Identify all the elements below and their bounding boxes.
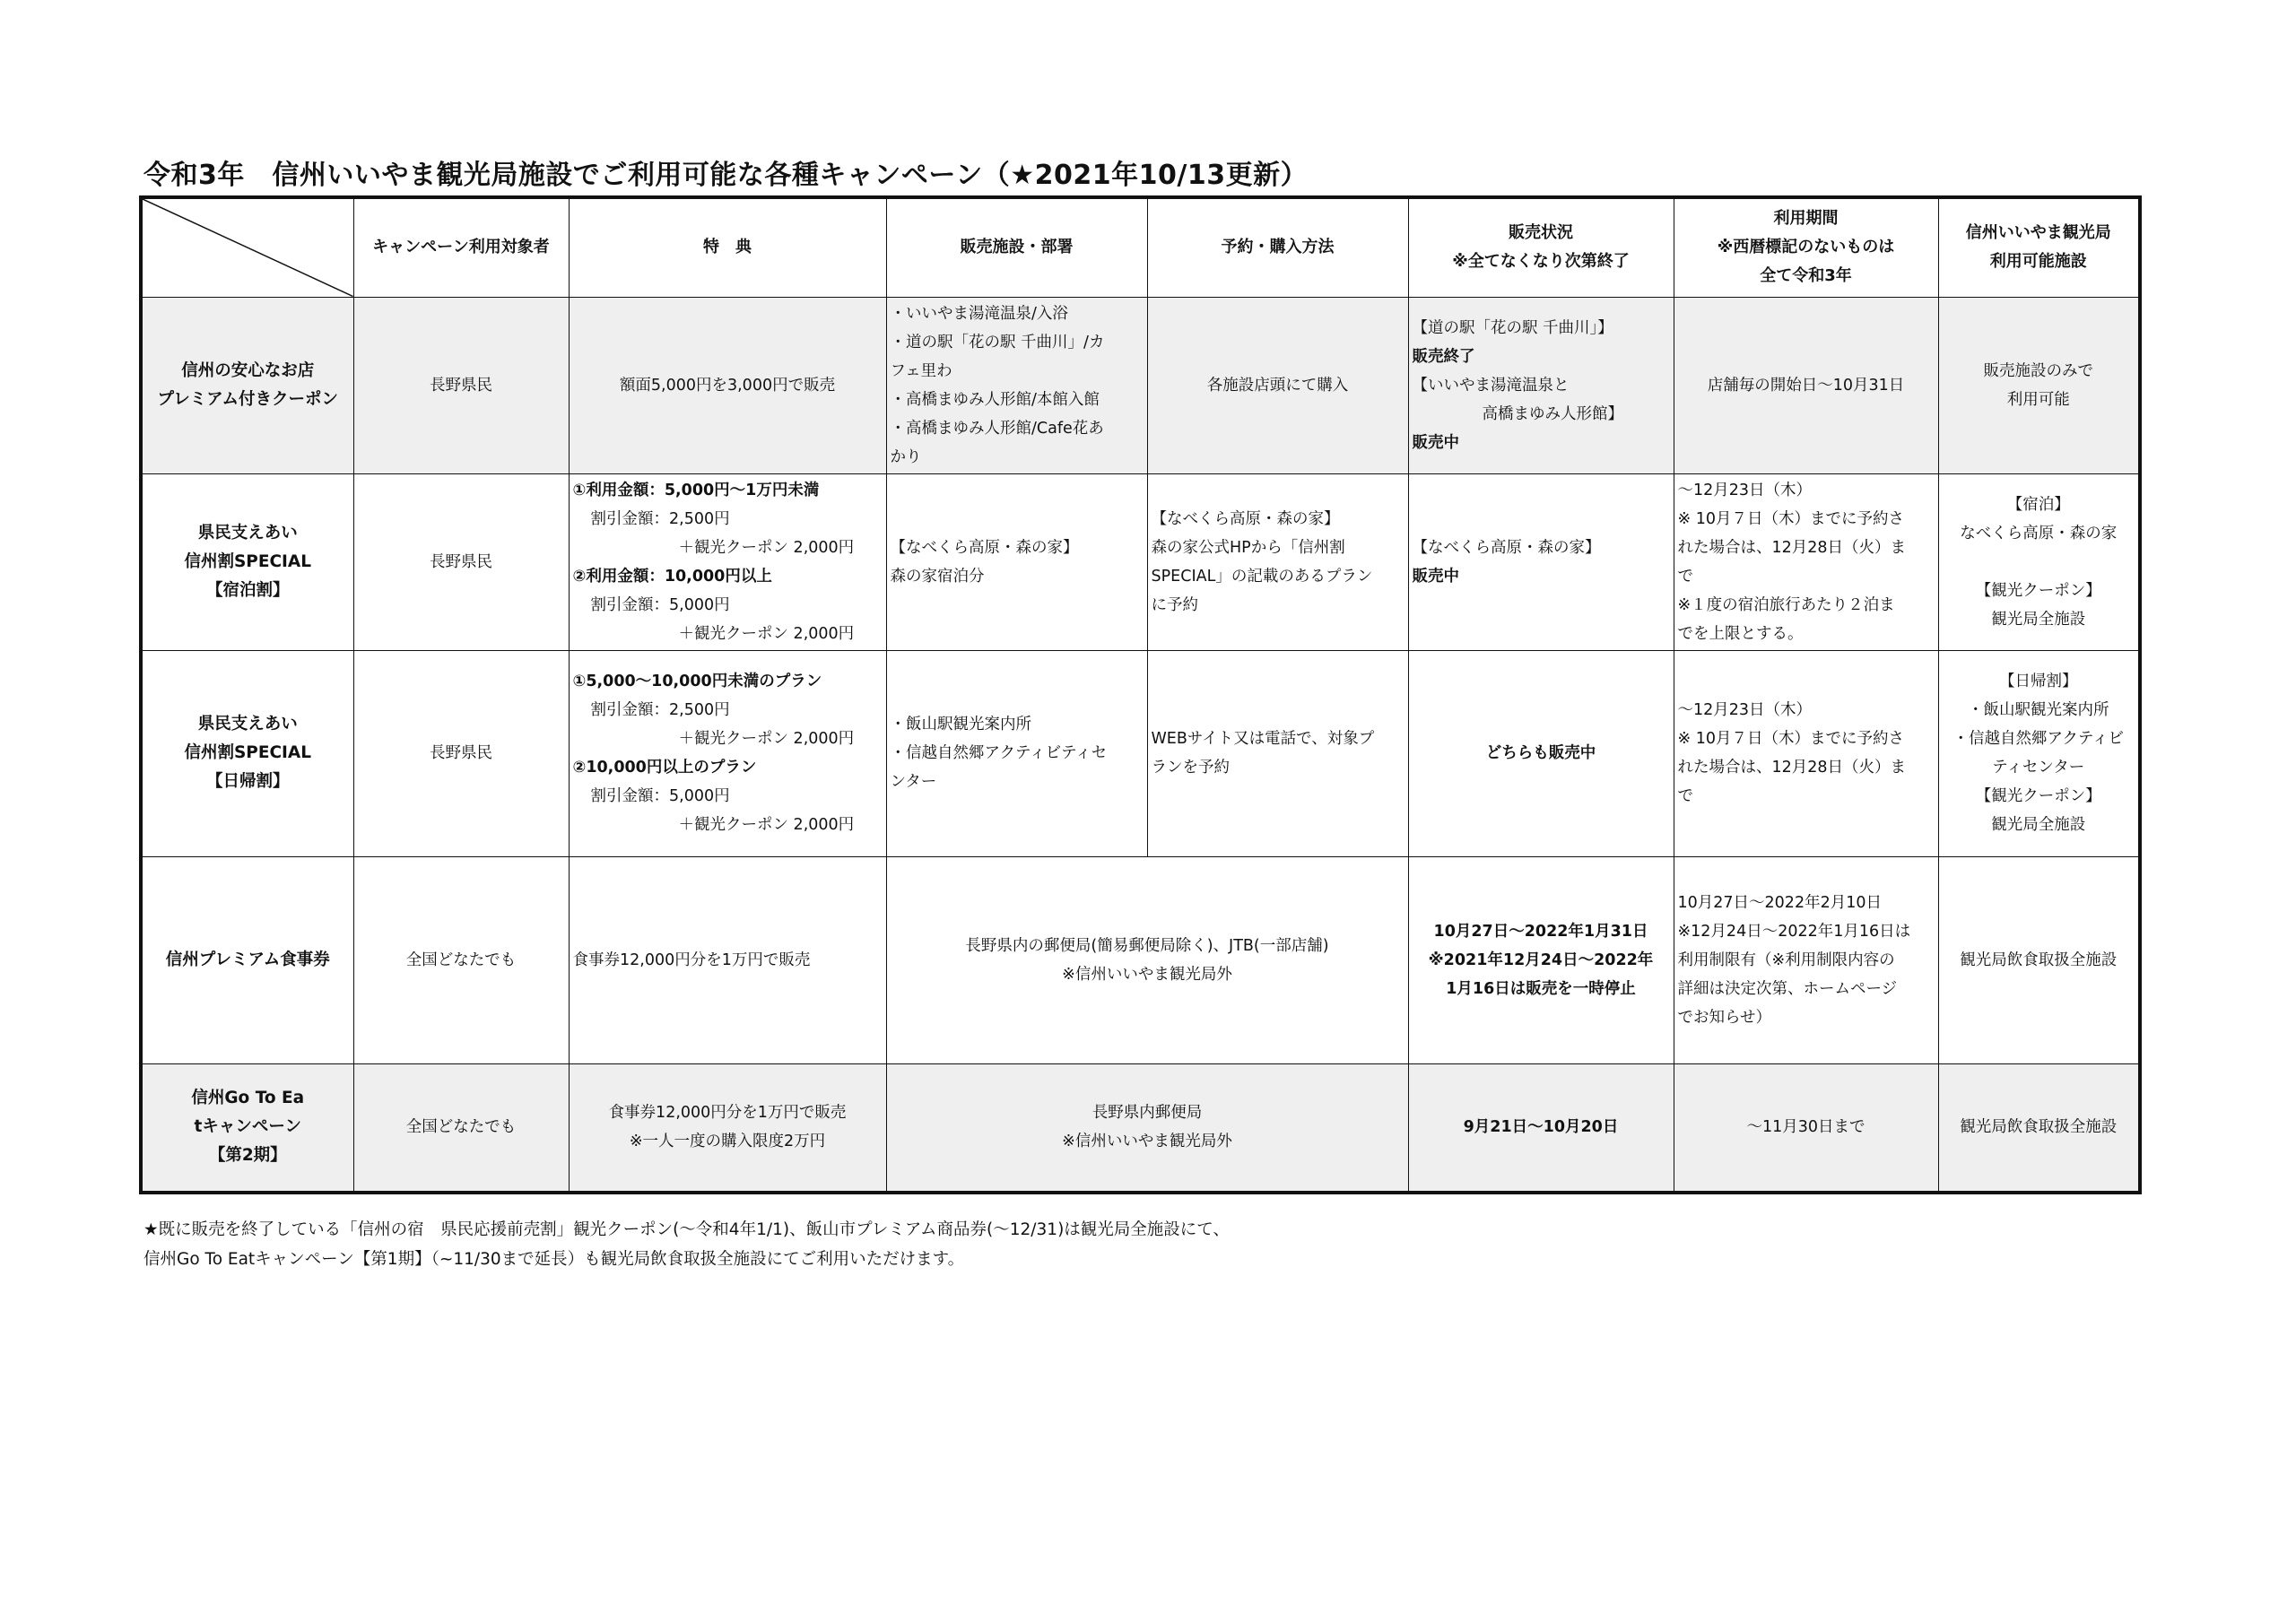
period-cell: ～11月30日まで	[1674, 1063, 1938, 1193]
campaign-name-cell: 信州プレミアム食事券	[141, 856, 353, 1063]
header-sales-status: 販売状況 ※全てなくなり次第終了	[1408, 197, 1674, 297]
campaign-table	[139, 195, 2142, 1194]
header-benefit: 特 典	[569, 197, 886, 297]
sales-facility-merged-cell: 長野県内郵便局 ※信州いいやま観光局外	[886, 1063, 1408, 1193]
header-row	[141, 197, 2140, 297]
reservation-cell: 各施設店頭にて購入	[1147, 297, 1408, 473]
header-reservation: 予約・購入方法	[1147, 197, 1408, 297]
sales-status-cell: 10月27日～2022年1月31日 ※2021年12月24日～2022年 1月16日は販売を一時停止	[1408, 856, 1674, 1063]
benefit-cell: 食事券12,000円分を1万円で販売	[569, 856, 886, 1063]
sales-status-cell: 【なべくら高原・森の家】 販売中	[1408, 473, 1674, 650]
usable-facility-cell: 【日帰割】 ・飯山駅観光案内所 ・信越自然郷アクティビ ティセンター 【観光クーポン】 観光局全施設	[1938, 650, 2140, 856]
usable-facility-cell: 販売施設のみで 利用可能	[1938, 297, 2140, 473]
footnote-line: 信州Go To Eatキャンペーン【第1期】（~11/30まで延長）も観光局飲食取扱全施設にてご利用いただけます。	[144, 1250, 965, 1269]
target-cell: 全国どなたでも	[353, 1063, 569, 1193]
table-row	[141, 856, 2140, 1063]
campaign-name-cell: 信州Go To Ea tキャンペーン 【第2期】	[141, 1063, 353, 1193]
period-cell: ～12月23日（木） ※ 10月７日（木）までに予約さ れた場合は、12月28日（火）ま で ※１度の宿泊旅行あたり２泊ま でを上限とする。	[1674, 473, 1938, 650]
corner-diagonal-cell	[141, 197, 353, 297]
header-period: 利用期間 ※西暦標記のないものは 全て令和3年	[1674, 197, 1938, 297]
sales-status-cell: どちらも販売中	[1408, 650, 1674, 856]
header-target: キャンペーン利用対象者	[353, 197, 569, 297]
header-sales-facility: 販売施設・部署	[886, 197, 1147, 297]
target-cell: 長野県民	[353, 473, 569, 650]
header-usable-facility: 信州いいやま観光局 利用可能施設	[1938, 197, 2140, 297]
reservation-cell: 【なべくら高原・森の家】 森の家公式HPから「信州割 SPECIAL」の記載のあるプラン に予約	[1147, 473, 1408, 650]
footnotes	[144, 1215, 1230, 1274]
period-cell: ～12月23日（木） ※ 10月７日（木）までに予約さ れた場合は、12月28日（火）ま で	[1674, 650, 1938, 856]
sales-facility-cell: 【なべくら高原・森の家】 森の家宿泊分	[886, 473, 1147, 650]
target-cell: 長野県民	[353, 650, 569, 856]
table-row	[141, 1063, 2140, 1193]
benefit-cell: 食事券12,000円分を1万円で販売 ※一人一度の購入限度2万円	[569, 1063, 886, 1193]
sales-facility-cell: ・飯山駅観光案内所 ・信越自然郷アクティビティセ ンター	[886, 650, 1147, 856]
target-cell: 全国どなたでも	[353, 856, 569, 1063]
sales-facility-merged-cell: 長野県内の郵便局(簡易郵便局除く)、JTB(一部店舗) ※信州いいやま観光局外	[886, 856, 1408, 1063]
benefit-cell: 額面5,000円を3,000円で販売	[569, 297, 886, 473]
target-cell: 長野県民	[353, 297, 569, 473]
table-row	[141, 473, 2140, 650]
sales-status-cell: 9月21日～10月20日	[1408, 1063, 1674, 1193]
page-title: 令和3年 信州いいやま観光局施設でご利用可能な各種キャンペーン（★2021年10/13更新）	[144, 160, 1309, 191]
usable-facility-cell: 観光局飲食取扱全施設	[1938, 856, 2140, 1063]
sales-facility-cell: ・いいやま湯滝温泉/入浴 ・道の駅「花の駅 千曲川」/カ フェ里わ ・高橋まゆみ人形館/本館入館 ・高橋まゆみ人形館/Cafe花あ かり	[886, 297, 1147, 473]
sales-status-cell: 【道の駅「花の駅 千曲川」】 販売終了 【いいやま湯滝温泉と 高橋まゆみ人形館】 販売中	[1408, 297, 1674, 473]
campaign-name-cell: 県民支えあい 信州割SPECIAL 【日帰割】	[141, 650, 353, 856]
usable-facility-cell: 【宿泊】 なべくら高原・森の家 【観光クーポン】 観光局全施設	[1938, 473, 2140, 650]
campaign-name-cell: 県民支えあい 信州割SPECIAL 【宿泊割】	[141, 473, 353, 650]
campaign-name-cell: 信州の安心なお店 プレミアム付きクーポン	[141, 297, 353, 473]
table-row	[141, 297, 2140, 473]
table-row	[141, 650, 2140, 856]
benefit-cell: ①利用金額：5,000円～1万円未満 割引金額：2,500円 ＋観光クーポン 2,000円 ②利用金額：10,000円以上 割引金額：5,000円 ＋観光クーポン 2,000円	[569, 473, 886, 650]
period-cell: 店舗毎の開始日～10月31日	[1674, 297, 1938, 473]
reservation-cell: WEBサイト又は電話で、対象プ ランを予約	[1147, 650, 1408, 856]
diagonal-line	[143, 199, 353, 297]
benefit-cell: ①5,000～10,000円未満のプラン 割引金額：2,500円 ＋観光クーポン 2,000円 ②10,000円以上のプラン 割引金額：5,000円 ＋観光クーポン 2,000円	[569, 650, 886, 856]
period-cell: 10月27日～2022年2月10日 ※12月24日～2022年1月16日は 利用制限有（※利用制限内容の 詳細は決定次第、ホームページ でお知らせ）	[1674, 856, 1938, 1063]
usable-facility-cell: 観光局飲食取扱全施設	[1938, 1063, 2140, 1193]
footnote-line: ★既に販売を終了している「信州の宿 県民応援前売割」観光クーポン(～令和4年1/1)、飯山市プレミアム商品券(～12/31)は観光局全施設にて、	[144, 1220, 1230, 1239]
